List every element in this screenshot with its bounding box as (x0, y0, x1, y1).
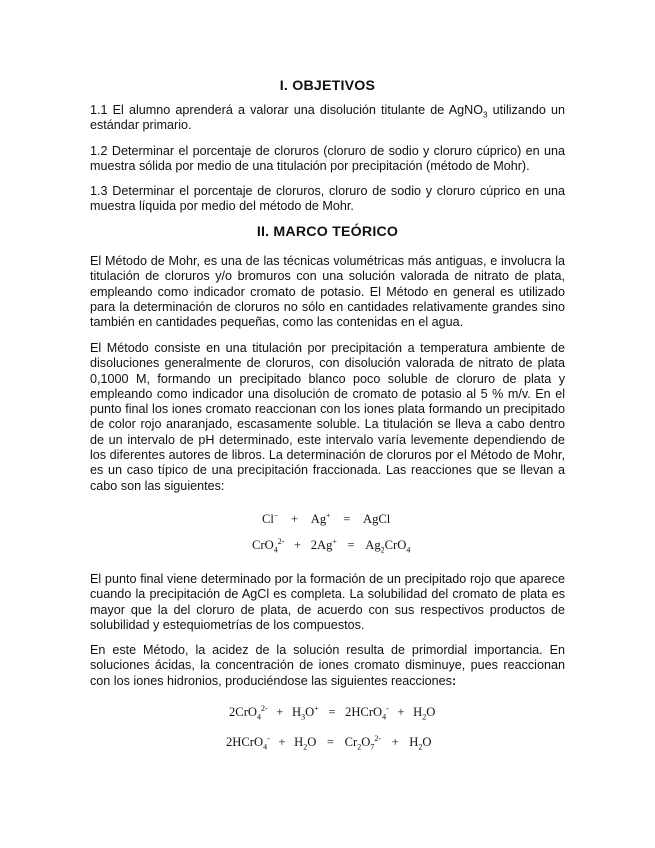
objective-1: 1.1 El alumno aprenderá a valorar una disolución titulante de AgNO$_3$ utilizando un estándar primario. (90, 103, 565, 133)
section-title-objetivos: I. OBJETIVOS (279, 78, 376, 94)
objective-2: 1.2 Determinar el porcentaje de cloruros (cloruro de sodio y cloruro cúprico) en una muestra sólida por medio de una titulación por precipitación (método de Mohr). (90, 144, 565, 174)
paragraph-4: En este Método, la acidez de la solución resulta de primordial importancia. En soluciones ácidas, la concentración de iones cromato disminuye, pues reaccionan con los iones hidronios, produciéndose las siguientes reacciones: (90, 643, 565, 688)
paragraph-1: El Método de Mohr, es una de las técnicas volumétricas más antiguas, e involucra la titulación de cloruros y/o bromuros con una solución valorada de nitrato de plata, empleando como indicador cromato de potasio. El Método en general es utilizado para la determinación de cloruros no sólo en cantidades relativamente grandes sino también en cantidades pequeñas, como las contenidas en el agua. (90, 254, 565, 330)
equation-1: Cl− + Ag+ = AgCl (262, 510, 391, 526)
equation-4: 2HCrO$_4$- + $H_2O = Cr_2O_7^{2-} + H_2O$ (226, 733, 432, 752)
equation-3: $2CrO_4^{2-} + H_3O^+$ = 2HCrO$_4$- + $H_2O$ (229, 703, 436, 722)
paragraph-3: El punto final viene determinado por la formación de un precipitado rojo que aparece cuando la precipitación de AgCl es completa. La solubilidad del cromato de plata es mayor que la del cloruro de plata, de acuerdo con sus respectivos productos de solubilidad y estequiometrías de los compuestos. (90, 572, 565, 632)
equation-2: $CrO_4^{2-} + 2Ag^+ = Ag_2CrO_4$ (252, 536, 411, 555)
section-title-marco-teorico: II. MARCO TEÓRICO (256, 224, 399, 240)
objective-3: 1.3 Determinar el porcentaje de cloruros, cloruro de sodio y cloruro cúprico en una muestra líquida por medio del método de Mohr. (90, 184, 565, 214)
paragraph-2: El Método consiste en una titulación por precipitación a temperatura ambiente de disoluciones generalmente de cloruros, con disolución valorada de nitrato de plata 0,1000 M, formando un precipitado blanco poco soluble de cloruro de plata y empleando como indicador una disolución de cromato de potasio al 5 % m/v. En el punto final los iones cromato reaccionan con los iones plata formando un precipitado de color rojo anaranjado, escasamente soluble. La titulación se lleva a cabo dentro de un intervalo de pH determinado, este intervalo varía levemente dependiendo de los diferentes autores de libros. La determinación de cloruros por el Método de Mohr, es un caso típico de una precipitación fraccionada. Las reacciones que se llevan a cabo son las siguientes: (90, 341, 565, 493)
